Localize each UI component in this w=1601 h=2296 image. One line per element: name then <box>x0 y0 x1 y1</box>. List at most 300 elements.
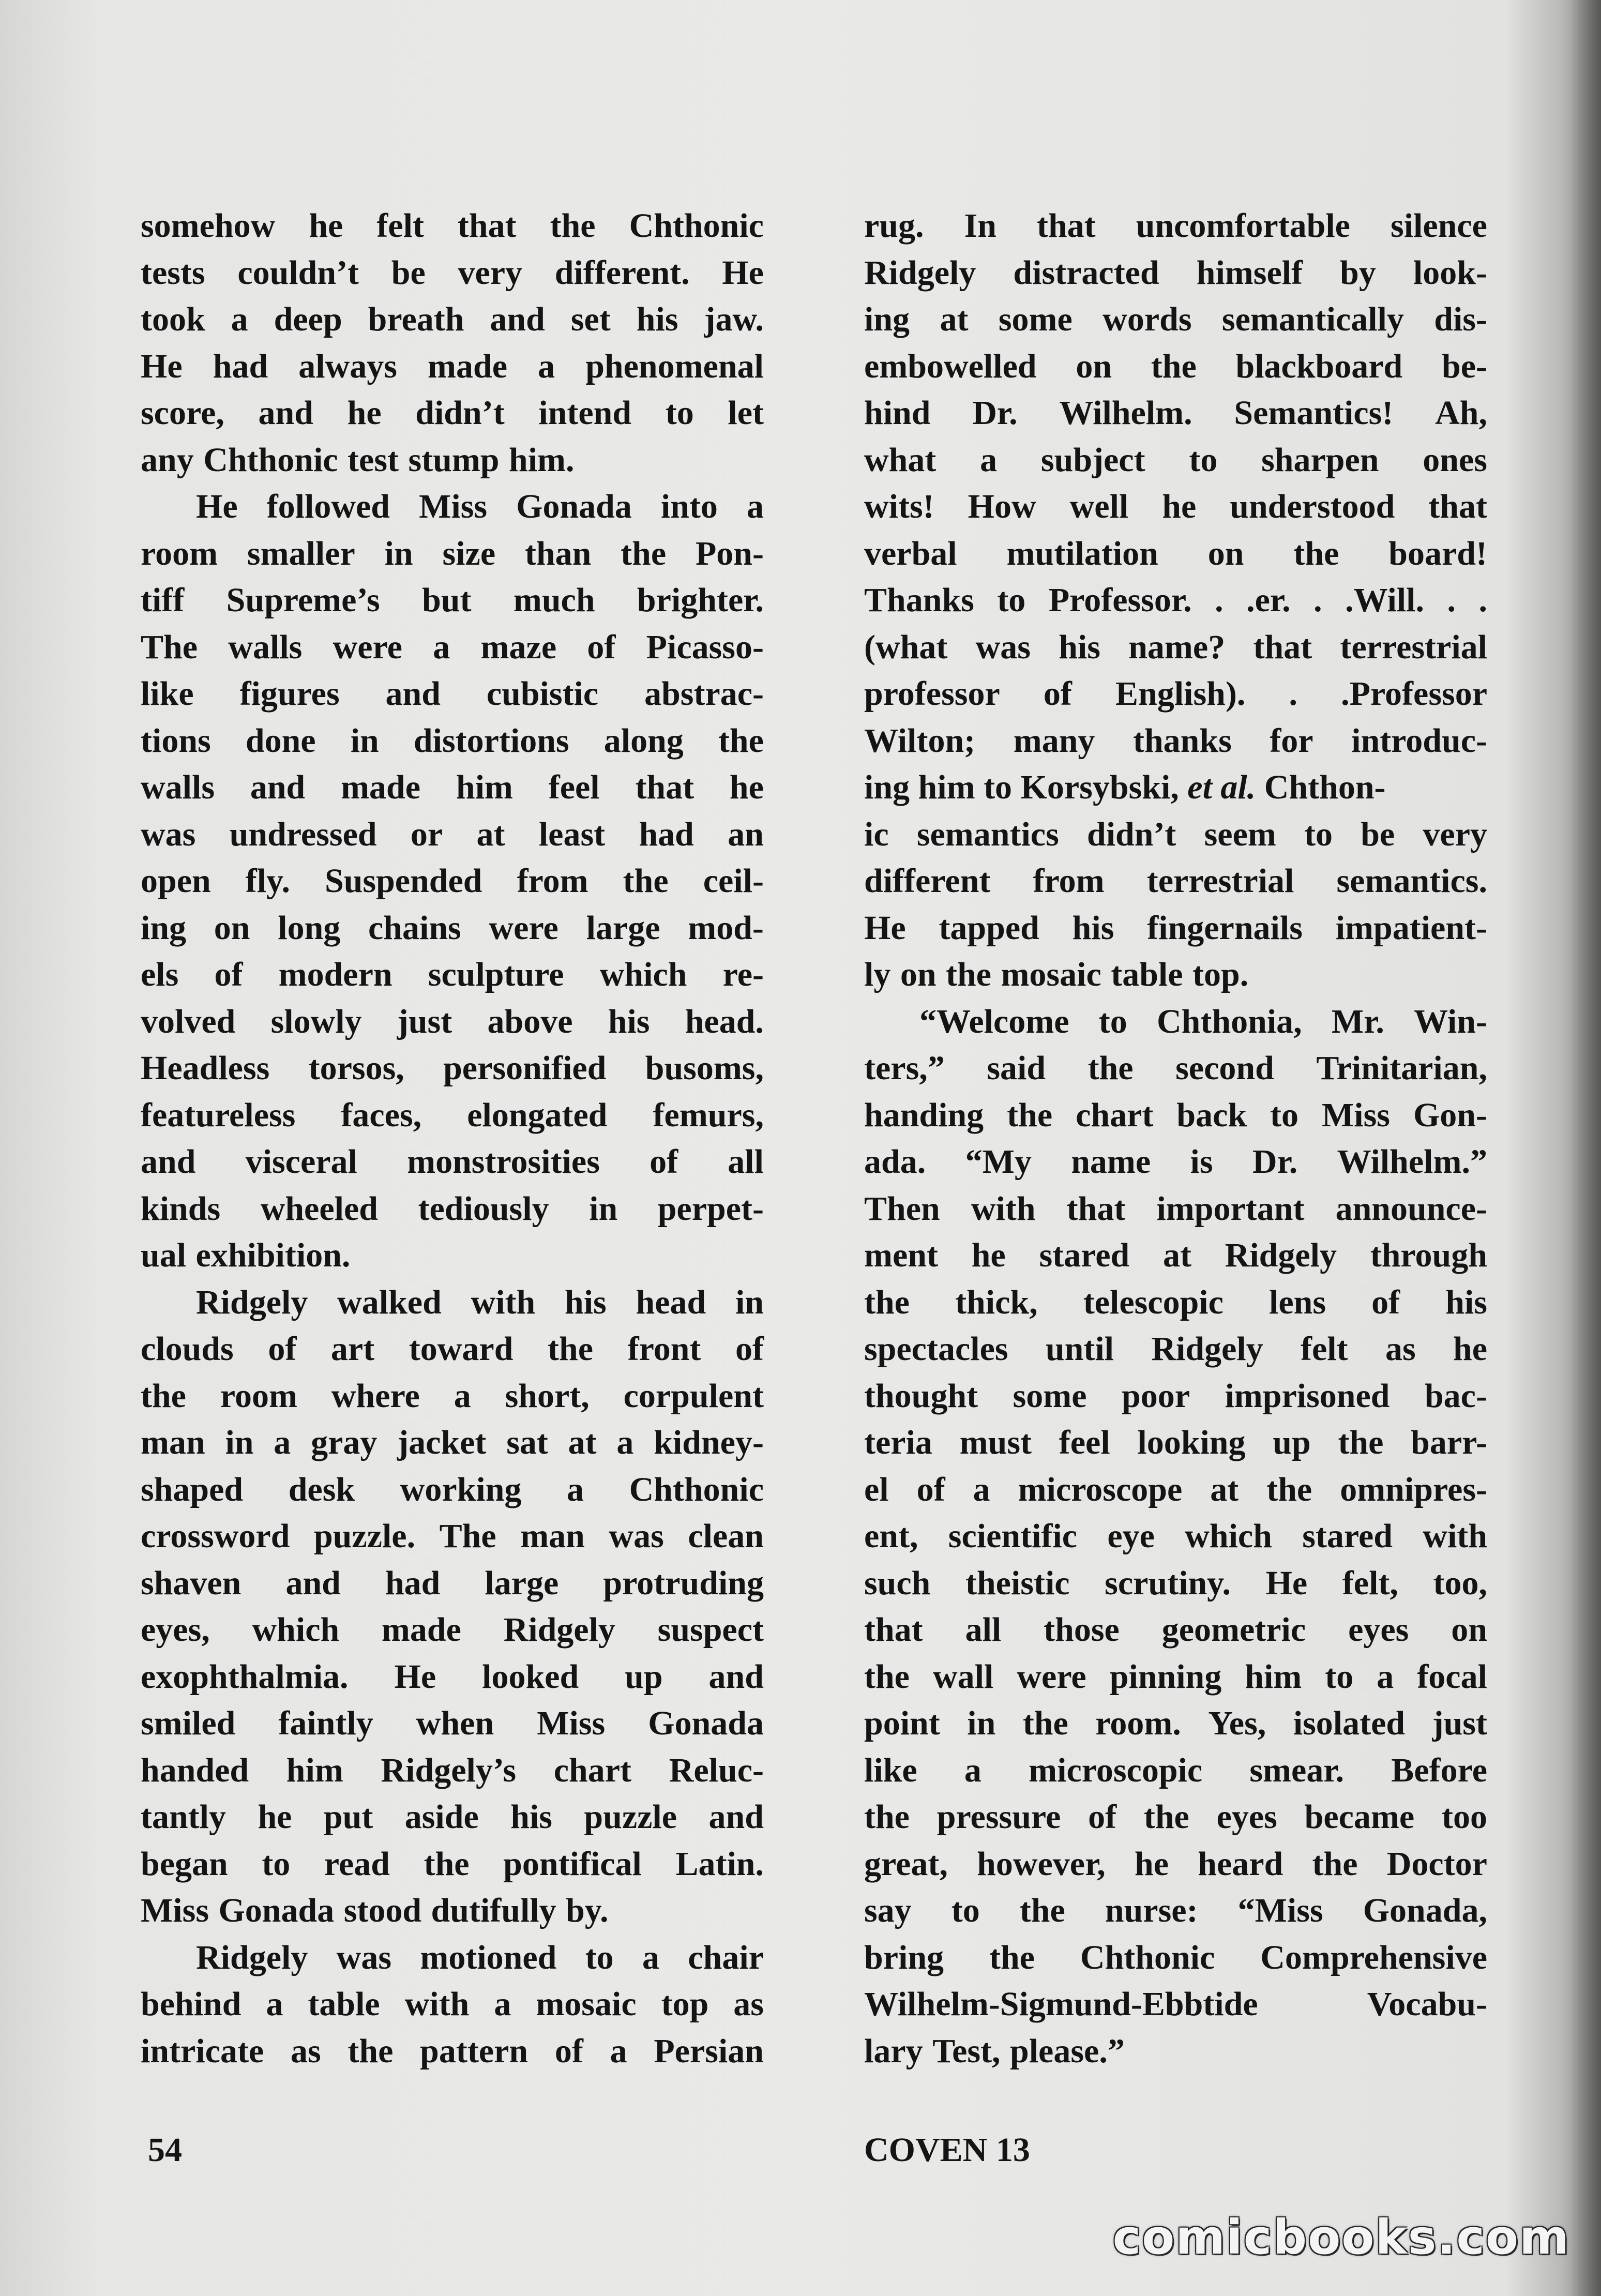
word: theistic <box>965 1564 1070 1602</box>
word: that <box>1428 488 1487 525</box>
word: distracted <box>1013 253 1159 292</box>
word: He <box>722 253 764 292</box>
word: sculpture <box>428 956 564 993</box>
word: thought <box>864 1377 978 1415</box>
left-text-column <box>141 203 764 2075</box>
word: didn’t <box>1086 815 1176 853</box>
word: different <box>864 862 991 900</box>
word: understood <box>1230 488 1395 525</box>
text-line <box>864 577 1487 624</box>
word: above <box>487 1002 573 1040</box>
word: Semantics! <box>1234 394 1394 432</box>
word: wall <box>933 1657 994 1696</box>
word: ters,” <box>864 1049 945 1087</box>
text-line <box>141 1279 764 1326</box>
text-line <box>864 531 1487 578</box>
word: Miss <box>141 1892 209 1929</box>
word: different. <box>554 253 690 292</box>
word: behind <box>141 1985 241 2023</box>
word: at <box>1210 1470 1239 1508</box>
word: be <box>391 253 426 292</box>
word: became <box>1304 1798 1415 1836</box>
word: a <box>1377 1657 1394 1696</box>
word: clean <box>688 1517 764 1555</box>
word: telescopic <box>1083 1283 1224 1321</box>
word: uncomfortable <box>1136 207 1350 245</box>
word: Miss <box>419 488 488 525</box>
text-line <box>141 1373 764 1420</box>
text-line <box>864 811 1487 858</box>
word: Chthonia, <box>1157 1002 1302 1040</box>
word: the <box>621 534 667 572</box>
word: Gon- <box>1413 1096 1487 1134</box>
word: feel <box>1059 1424 1110 1461</box>
word: . <box>1313 581 1322 619</box>
word: at <box>476 815 505 853</box>
word: He <box>196 488 238 525</box>
word: Wilhelm-Sigmund-Ebbtide <box>864 1985 1258 2023</box>
word: the <box>1312 1845 1358 1883</box>
text-line <box>864 1419 1487 1467</box>
text-line <box>864 1467 1487 1514</box>
word: on <box>1451 1611 1487 1649</box>
word: along <box>603 721 684 760</box>
word: point <box>864 1704 940 1742</box>
word: personified <box>443 1049 607 1087</box>
word: test <box>348 441 399 479</box>
word: were <box>333 628 402 666</box>
word: let <box>728 394 764 432</box>
word: desk <box>288 1470 355 1508</box>
text-line <box>864 203 1487 250</box>
word: Chthonic <box>1080 1938 1215 1976</box>
word: Ridgely <box>503 1611 615 1649</box>
text-line <box>141 203 764 250</box>
word: up <box>1273 1424 1311 1461</box>
word: open <box>141 862 211 900</box>
word: stood <box>343 1892 422 1929</box>
word: cubistic <box>486 675 599 713</box>
word: rug. <box>864 207 924 245</box>
word: ic <box>864 815 889 853</box>
text-line <box>141 1045 764 1092</box>
word: a <box>231 300 248 338</box>
word: somehow <box>141 207 276 245</box>
text-line <box>141 437 764 484</box>
word: an <box>728 815 764 853</box>
word: that <box>1066 1189 1126 1228</box>
word: dis- <box>1434 300 1487 338</box>
word: verbal <box>864 534 957 572</box>
word: of <box>1043 675 1072 713</box>
text-line <box>141 671 764 718</box>
word: put <box>323 1798 373 1836</box>
word: long <box>278 909 341 947</box>
text-line <box>141 1513 764 1560</box>
word: room <box>220 1377 297 1415</box>
word: man <box>141 1424 205 1461</box>
word: he <box>971 1236 1006 1274</box>
word: mutilation <box>1006 534 1158 572</box>
word: isolated <box>1293 1704 1406 1742</box>
word: nurse: <box>1105 1892 1198 1929</box>
word: large <box>485 1564 559 1602</box>
word: short, <box>505 1377 590 1415</box>
word: Ridgely <box>1225 1236 1337 1274</box>
text-line <box>864 1700 1487 1747</box>
word: he <box>347 394 382 432</box>
word: professor <box>864 675 1000 713</box>
page-number: 54 <box>148 2131 182 2169</box>
word: and <box>141 1143 196 1181</box>
word: he <box>309 207 343 245</box>
word: tions <box>141 721 211 760</box>
word: was <box>336 1938 392 1976</box>
word: monstrosities <box>407 1143 600 1181</box>
word: the <box>1266 1470 1312 1508</box>
word: fly. <box>245 862 290 900</box>
word: omnipres- <box>1340 1470 1487 1508</box>
word: semantically <box>1221 300 1404 338</box>
word: distortions <box>413 721 569 760</box>
word: to <box>262 1845 291 1883</box>
word: felt <box>376 207 424 245</box>
word: terrestrial <box>1146 862 1294 900</box>
word: and <box>708 1798 764 1836</box>
word: Chthonic <box>629 207 764 245</box>
italic-phrase: et al. <box>1187 768 1256 806</box>
word: Ridgely <box>196 1283 308 1321</box>
text-line <box>141 718 764 765</box>
word: Reluc- <box>669 1751 764 1789</box>
word: eyes, <box>141 1611 210 1649</box>
word: Picasso- <box>646 628 764 666</box>
word: at <box>568 1424 597 1461</box>
text-line <box>141 858 764 905</box>
word: such <box>864 1564 931 1602</box>
word: suspect <box>657 1611 764 1649</box>
word: a <box>266 1985 283 2023</box>
word: mosaic <box>1001 956 1101 993</box>
word: tests <box>141 253 205 292</box>
word: of <box>735 1330 764 1368</box>
word: microscope <box>1018 1470 1183 1508</box>
word: Ah, <box>1435 394 1487 432</box>
word: Dr. <box>1252 1143 1298 1181</box>
word: He <box>1265 1564 1308 1602</box>
word: and <box>490 300 545 338</box>
text-line <box>141 1794 764 1841</box>
word: too, <box>1433 1564 1487 1602</box>
word: Headless <box>141 1049 270 1087</box>
word: Pon- <box>695 534 764 572</box>
word: modern <box>278 956 392 993</box>
word: a <box>973 1470 990 1508</box>
word: Vocabu- <box>1367 1985 1487 2023</box>
word: as <box>290 2032 321 2070</box>
word: him. <box>508 441 575 479</box>
word: very <box>458 253 523 292</box>
word: however, <box>977 1845 1106 1883</box>
word: followed <box>266 488 390 525</box>
word: and <box>385 675 441 713</box>
word: to <box>1270 1096 1299 1134</box>
word: him <box>1245 1657 1302 1696</box>
word: of <box>587 628 616 666</box>
word: table <box>308 1985 380 2023</box>
word: board! <box>1388 534 1487 572</box>
word: thick, <box>955 1283 1038 1321</box>
word: Before <box>1391 1751 1487 1789</box>
text-line <box>864 951 1487 999</box>
word: himself <box>1196 253 1303 292</box>
word: of <box>214 956 243 993</box>
word: bring <box>864 1938 944 1976</box>
word: lary <box>864 2032 923 2070</box>
word: that <box>1253 628 1312 666</box>
word: when <box>416 1704 494 1742</box>
text-line <box>141 577 764 624</box>
text-line <box>141 1747 764 1794</box>
word: deep <box>274 300 342 338</box>
word: just <box>397 1002 452 1040</box>
word: smaller <box>247 534 355 572</box>
word: visceral <box>245 1143 357 1181</box>
word: microscopic <box>1029 1751 1203 1789</box>
word: but <box>422 581 472 619</box>
word: protruding <box>603 1564 764 1602</box>
text-line <box>141 624 764 671</box>
text-line <box>864 1887 1487 1935</box>
word: terrestrial <box>1340 628 1487 666</box>
word: Persian <box>654 2032 764 2070</box>
word: the <box>141 1377 186 1415</box>
text-line <box>864 1935 1487 1982</box>
word: had <box>213 347 268 385</box>
word: in <box>350 721 379 760</box>
word: gray <box>311 1424 377 1461</box>
word: puzzle. <box>313 1517 416 1555</box>
word: maze <box>480 628 557 666</box>
word: is <box>1190 1143 1213 1181</box>
word: man <box>520 1517 585 1555</box>
word: Comprehensive <box>1260 1938 1487 1976</box>
word: until <box>1045 1330 1114 1368</box>
word: abstrac- <box>644 675 764 713</box>
text-line <box>864 718 1487 765</box>
word: Supreme’s <box>226 581 380 619</box>
word: the <box>1293 534 1339 572</box>
text-line <box>141 1981 764 2028</box>
word: He <box>394 1657 436 1696</box>
word: tediously <box>418 1189 549 1228</box>
word: el <box>864 1470 889 1508</box>
word: mosaic <box>536 1985 637 2023</box>
word: kinds <box>141 1189 221 1228</box>
text-line <box>141 531 764 578</box>
text-line <box>864 296 1487 343</box>
word: stump <box>408 441 500 479</box>
word: figures <box>239 675 340 713</box>
word: The <box>439 1517 496 1555</box>
word: the <box>718 721 764 760</box>
word: introduc- <box>1351 721 1487 760</box>
word: to <box>951 1892 980 1929</box>
word: thanks <box>1132 721 1232 760</box>
word: torsos, <box>308 1049 404 1087</box>
word: name? <box>1128 628 1226 666</box>
word: him <box>456 768 513 806</box>
word: heard <box>1198 1845 1283 1883</box>
word: femurs, <box>653 1096 764 1134</box>
running-footer: COVEN 13 <box>864 2131 1030 2169</box>
word: stared <box>1302 1517 1393 1555</box>
text-line <box>141 811 764 858</box>
text-line <box>864 343 1487 390</box>
word: for <box>1270 721 1313 760</box>
word: ent, <box>864 1517 918 1555</box>
word: Miss <box>1321 1096 1390 1134</box>
word: ual <box>141 1236 187 1274</box>
word: shaped <box>141 1470 244 1508</box>
word: had <box>639 815 694 853</box>
word: ones <box>1423 441 1487 479</box>
word: and <box>708 1657 764 1696</box>
word: with <box>971 1189 1036 1228</box>
word: from <box>517 862 588 900</box>
word: the <box>1022 1704 1068 1742</box>
word: large <box>586 909 660 947</box>
word: English). <box>1115 675 1246 713</box>
word: made <box>428 347 508 385</box>
word: corpulent <box>623 1377 764 1415</box>
word: a <box>616 1424 634 1461</box>
word: motioned <box>420 1938 557 1976</box>
word: which <box>252 1611 340 1649</box>
word: pinning <box>1109 1657 1222 1696</box>
word: handing <box>864 1096 984 1134</box>
text-line <box>864 1279 1487 1326</box>
text-line <box>864 1326 1487 1373</box>
word: was <box>609 1517 664 1555</box>
word: top. <box>1192 956 1249 993</box>
word: wits! <box>864 488 934 525</box>
word: ment <box>864 1236 938 1274</box>
word: all <box>965 1611 1002 1649</box>
word: the <box>989 1938 1035 1976</box>
word: his <box>565 1283 607 1321</box>
word: Ridgely’s <box>381 1751 517 1789</box>
word: with <box>471 1283 536 1321</box>
word: and <box>258 394 313 432</box>
text-line <box>864 999 1487 1046</box>
word: done <box>245 721 316 760</box>
word: on <box>1076 347 1112 385</box>
word: puzzle <box>584 1798 677 1836</box>
word: in <box>967 1704 996 1742</box>
word: from <box>1033 862 1105 900</box>
word: he <box>258 1798 292 1836</box>
word: jaw. <box>704 300 764 338</box>
word: Trinitarian, <box>1316 1049 1487 1087</box>
word: many <box>1013 721 1095 760</box>
word: faintly <box>278 1704 373 1742</box>
word: a <box>454 1377 471 1415</box>
word: the <box>424 1845 470 1883</box>
word: up <box>625 1657 663 1696</box>
word: his <box>636 300 678 338</box>
word: Thanks <box>864 581 974 619</box>
text-line <box>864 1841 1487 1888</box>
word: perpet- <box>657 1189 764 1228</box>
word: wheeled <box>260 1189 378 1228</box>
text-line <box>141 250 764 297</box>
word: didn’t <box>415 394 505 432</box>
word: began <box>141 1845 228 1883</box>
word: Wilton; <box>864 721 976 760</box>
word: size <box>442 534 496 572</box>
text-line <box>864 624 1487 671</box>
word: just <box>1432 1704 1487 1742</box>
word: at <box>1162 1236 1191 1274</box>
word: as <box>1385 1330 1416 1368</box>
word: a <box>567 1470 584 1508</box>
word: busoms, <box>645 1049 764 1087</box>
word: Gonada <box>218 1892 335 1929</box>
word: in <box>225 1424 254 1461</box>
text-line <box>864 484 1487 531</box>
word: ceil- <box>703 862 764 900</box>
word: looked <box>482 1657 579 1696</box>
word: Dr. <box>972 394 1018 432</box>
word: re- <box>722 956 764 993</box>
word: the <box>1088 1049 1134 1087</box>
word: “Miss <box>1237 1892 1323 1929</box>
word: Then <box>864 1189 940 1228</box>
word: say <box>864 1892 912 1929</box>
word: a <box>980 441 998 479</box>
text-line <box>141 1139 764 1186</box>
word: impatient- <box>1335 909 1487 947</box>
word: chart <box>1076 1096 1154 1134</box>
word: well <box>1069 488 1129 525</box>
word: Gonada <box>516 488 632 525</box>
word: hind <box>864 394 931 432</box>
word: slowly <box>270 1002 362 1040</box>
word: head. <box>685 1002 764 1040</box>
word: Win- <box>1414 1002 1487 1040</box>
word: name <box>1071 1143 1151 1181</box>
text-line <box>141 1326 764 1373</box>
word: that <box>457 207 517 245</box>
text-line <box>141 1467 764 1514</box>
text-line <box>864 671 1487 718</box>
watermark: comicbooks.com <box>1112 2210 1570 2265</box>
word: sat <box>506 1424 548 1461</box>
word: score, <box>141 394 224 432</box>
word: the <box>550 207 596 245</box>
word: of <box>916 1470 945 1508</box>
word: stared <box>1039 1236 1130 1274</box>
word: top <box>661 1985 709 2023</box>
word: smear. <box>1249 1751 1345 1789</box>
word: ly <box>864 956 891 993</box>
word: was <box>975 628 1031 666</box>
text-line <box>141 764 764 811</box>
word: be- <box>1442 347 1487 385</box>
word: look- <box>1413 253 1487 292</box>
word: must <box>959 1424 1032 1461</box>
